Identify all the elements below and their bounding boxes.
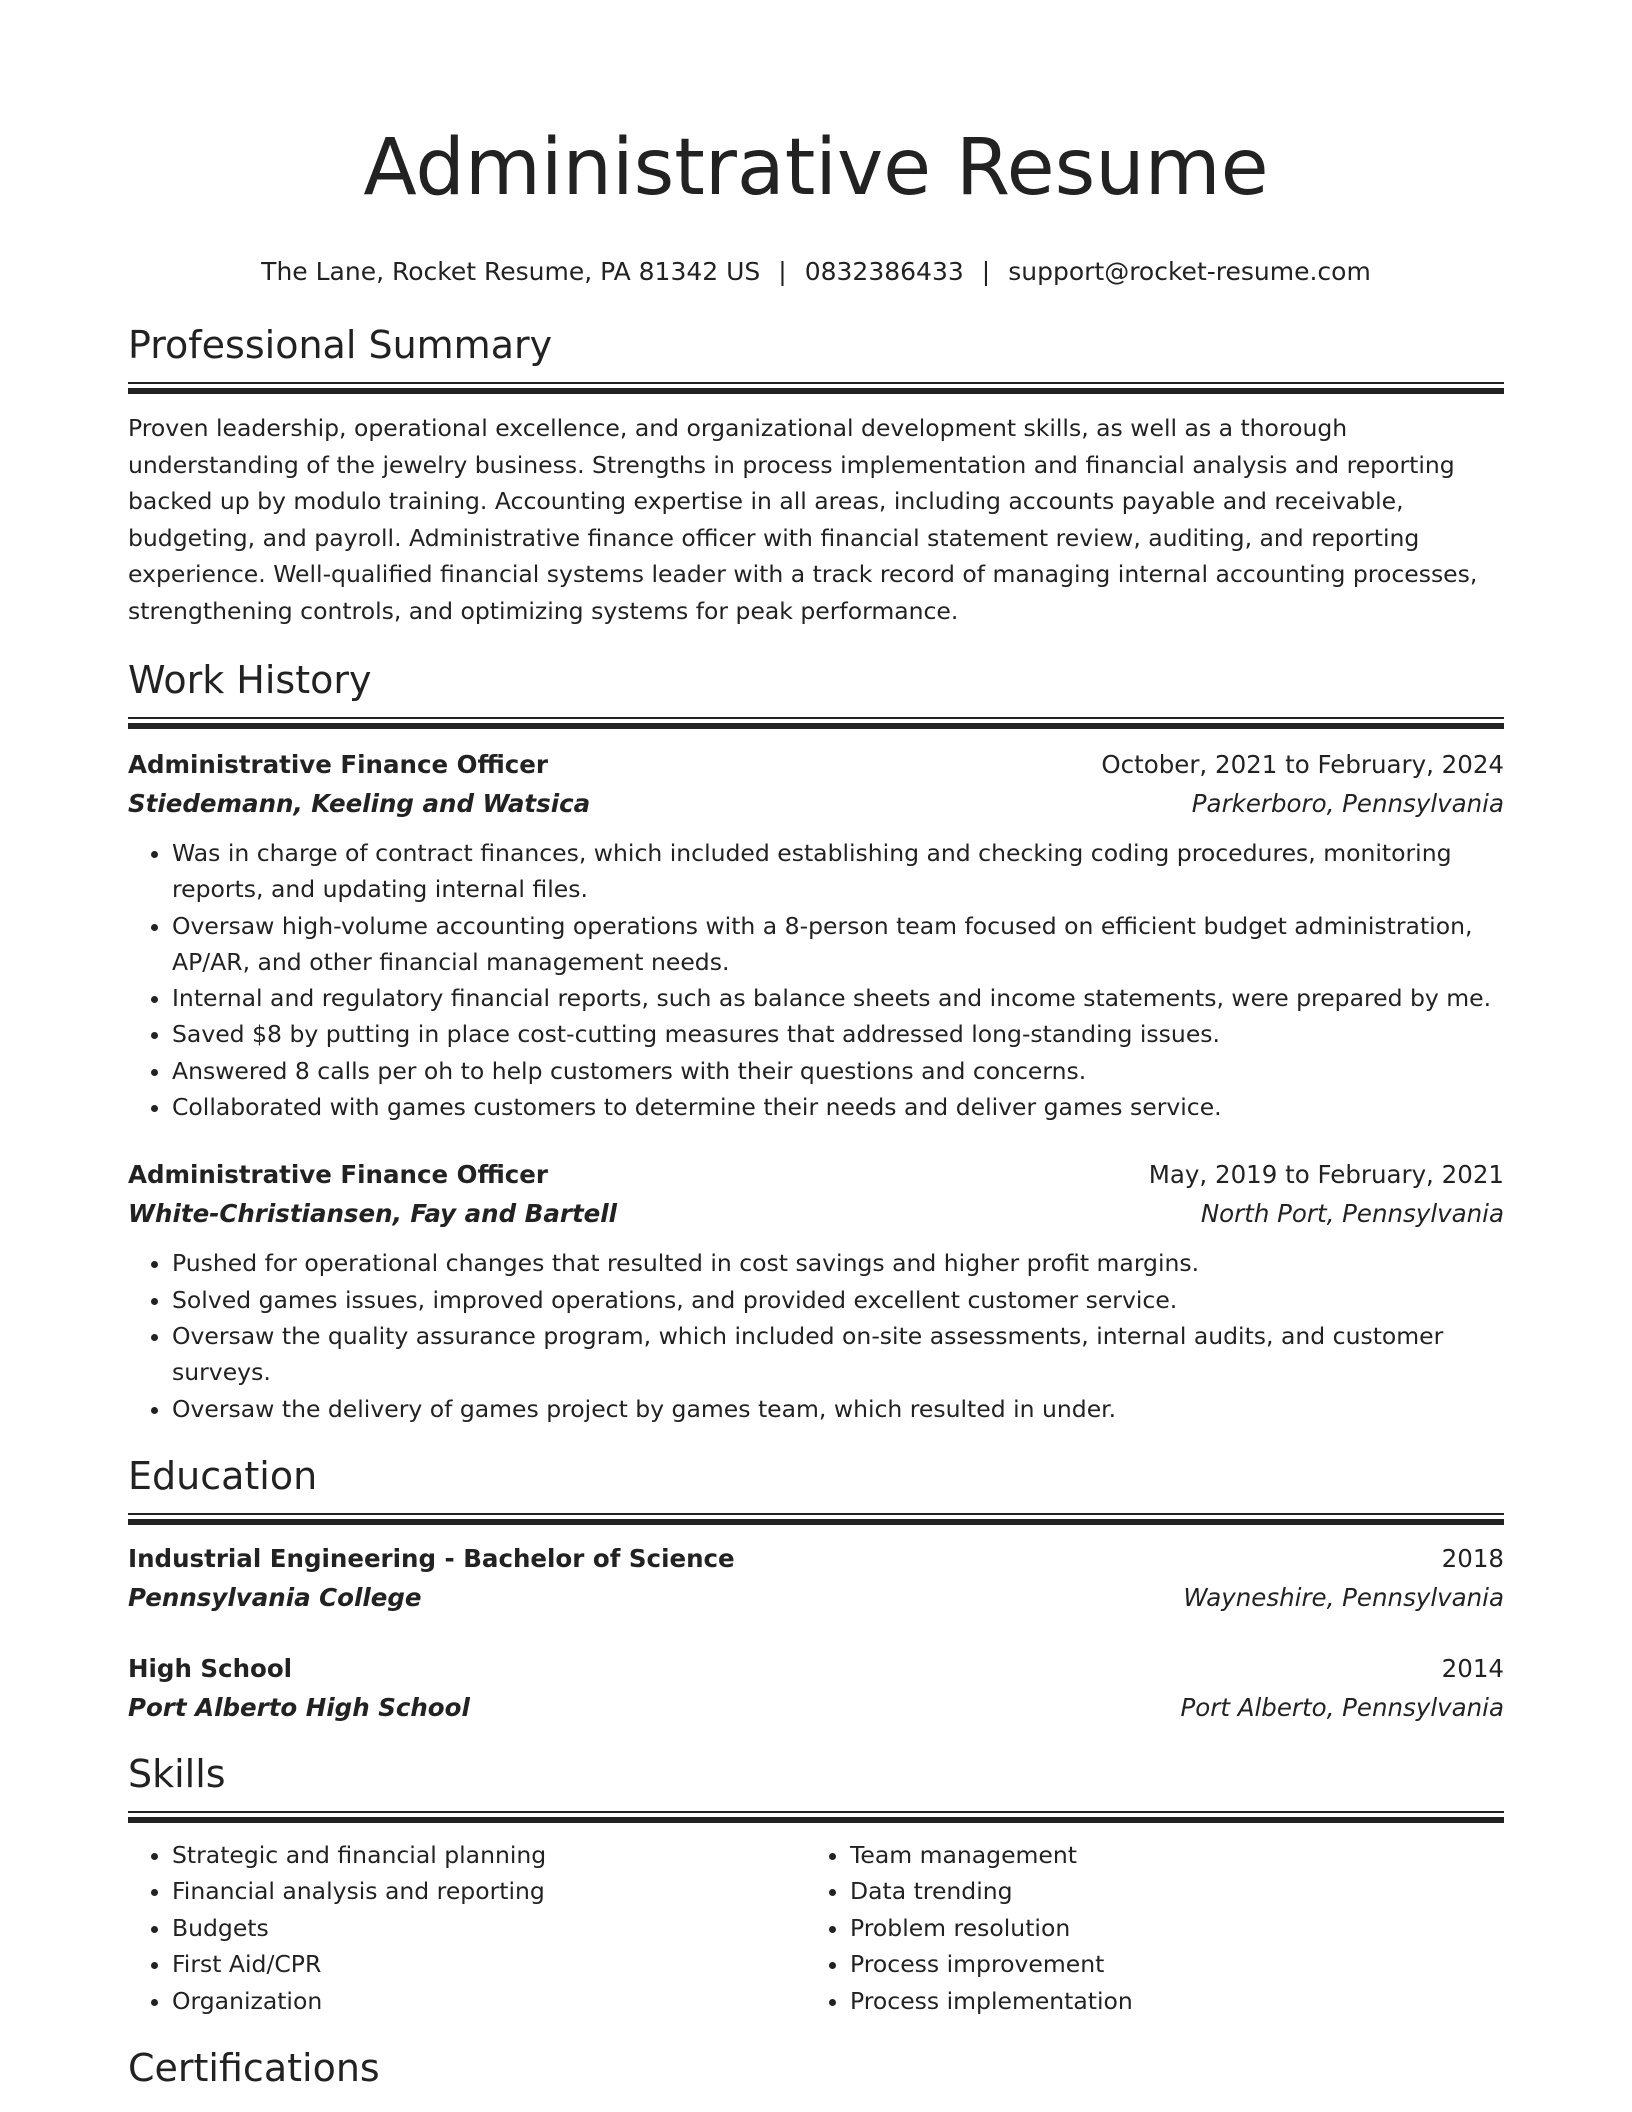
contact-address: The Lane, Rocket Resume, PA 81342 US: [261, 257, 761, 286]
education-location: Port Alberto, Pennsylvania: [1180, 1692, 1504, 1722]
contact-phone: 0832386433: [804, 257, 964, 286]
job-bullet: • Saved $8 by putting in place cost-cutting measures that addressed long-standing issues.: [172, 1016, 1504, 1052]
job-location: Parkerboro, Pennsylvania: [1191, 789, 1504, 818]
skill-item: • Strategic and financial planning: [172, 1837, 806, 1874]
job-bullet: • Was in charge of contract finances, which included establishing and checking coding procedures, monitoring reports, and updating internal files.: [172, 835, 1504, 908]
education-year: 2018: [1441, 1543, 1504, 1573]
job-bullets: [128, 835, 1504, 1125]
education-degree: High School: [128, 1653, 293, 1683]
section-divider: [128, 382, 1504, 394]
education-school: Port Alberto High School: [128, 1692, 470, 1722]
education-subheader: [128, 1688, 1504, 1727]
skills-list-right: [806, 1837, 1484, 2020]
job-company: White-Christiansen, Fay and Bartell: [128, 1199, 618, 1229]
job-bullets: [128, 1245, 1504, 1426]
education-header: [128, 1539, 1504, 1578]
education-entry: [128, 1649, 1504, 1727]
job-entry: [128, 745, 1504, 1125]
summary-section: [128, 320, 1504, 629]
summary-text: Proven leadership, operational excellence, and organizational development skills, as well as a thorough understanding of the jewelry business. Strengths in process implementation and financial analysis and reporting backed up by modulo training. Accounting expertise in all areas, including accounts payable and receivable, budgeting, and payroll. Administrative finance officer with financial statement review, auditing, and reporting experience. Well-qualified financial systems leader with a track record of managing internal accounting processes, strengthening controls, and optimizing systems for peak performance.: [128, 414, 1478, 625]
skill-item: • Budgets: [172, 1910, 806, 1947]
skills-list-left: [128, 1837, 806, 2020]
education-entry: [128, 1539, 1504, 1617]
job-header: [128, 1155, 1504, 1194]
skill-item: • Organization: [172, 1983, 806, 2020]
skill-item: • First Aid/CPR: [172, 1946, 806, 1983]
contact-separator: |: [778, 257, 787, 286]
education-section: [128, 1451, 1504, 1727]
education-year: 2014: [1441, 1653, 1504, 1683]
skill-item: • Financial analysis and reporting: [172, 1873, 806, 1910]
section-divider: [128, 1513, 1504, 1525]
resume-name: Administrative Resume: [363, 123, 1269, 213]
section-divider: [128, 1811, 1504, 1823]
job-subheader: [128, 1194, 1504, 1233]
job-bullet: • Solved games issues, improved operations, and provided excellent customer service.: [172, 1282, 1504, 1318]
education-degree: Industrial Engineering - Bachelor of Science: [128, 1543, 735, 1573]
job-subheader: [128, 784, 1504, 823]
contact-email[interactable]: support@rocket-resume.com: [1008, 257, 1371, 286]
skill-item: • Data trending: [850, 1873, 1484, 1910]
job-bullet: • Oversaw the quality assurance program, which included on-site assessments, internal audits, and customer surveys.: [172, 1318, 1504, 1391]
job-bullet: • Oversaw high-volume accounting operations with a 8-person team focused on efficient budget administration, AP/AR, and other financial management needs.: [172, 908, 1504, 981]
job-header: [128, 745, 1504, 784]
education-heading: Education: [128, 1453, 318, 1498]
job-title: Administrative Finance Officer: [128, 1160, 548, 1190]
job-company: Stiedemann, Keeling and Watsica: [128, 789, 591, 818]
job-bullet: • Oversaw the delivery of games project by games team, which resulted in under.: [172, 1391, 1504, 1427]
contact-line: [128, 254, 1504, 290]
resume-page: [128, 0, 1504, 2093]
education-location: Wayneshire, Pennsylvania: [1183, 1582, 1504, 1612]
job-bullet: • Answered 8 calls per oh to help customers with their questions and concerns.: [172, 1053, 1504, 1089]
contact-separator: |: [981, 257, 991, 286]
skills-heading: Skills: [128, 1751, 226, 1796]
skill-item: • Problem resolution: [850, 1910, 1484, 1947]
job-location: North Port, Pennsylvania: [1200, 1199, 1504, 1229]
education-header: [128, 1649, 1504, 1688]
certifications-heading: Certifications: [128, 2046, 380, 2091]
education-subheader: [128, 1578, 1504, 1617]
job-bullet: • Internal and regulatory financial reports, such as balance sheets and income statements, were prepared by me.: [172, 980, 1504, 1016]
skill-item: • Process implementation: [850, 1983, 1484, 2020]
certifications-section: [128, 2043, 1504, 2093]
skills-columns: [128, 1837, 1504, 2020]
summary-heading: Professional Summary: [128, 323, 553, 367]
education-school: Pennsylvania College: [128, 1582, 422, 1612]
skill-item: • Process improvement: [850, 1946, 1484, 1983]
job-bullet: • Pushed for operational changes that resulted in cost savings and higher profit margins.: [172, 1245, 1504, 1281]
work-section: [128, 655, 1504, 1427]
work-heading: Work History: [128, 658, 372, 702]
job-entry: [128, 1155, 1504, 1426]
job-dates: October, 2021 to February, 2024: [1101, 750, 1504, 779]
job-title: Administrative Finance Officer: [128, 750, 548, 779]
section-divider: [128, 717, 1504, 729]
job-bullet: • Collaborated with games customers to determine their needs and deliver games service.: [172, 1089, 1504, 1125]
skill-item: • Team management: [850, 1837, 1484, 1874]
skills-section: [128, 1749, 1504, 2020]
job-dates: May, 2019 to February, 2021: [1148, 1160, 1504, 1190]
